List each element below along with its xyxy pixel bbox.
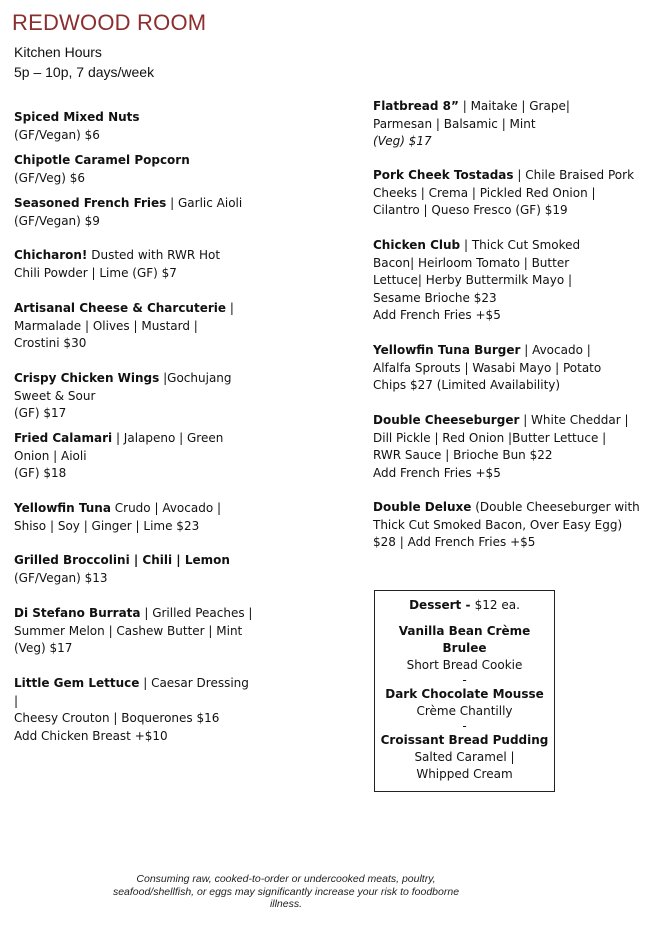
menu-item-line: Cilantro | Queso Fresco (GF) $19 — [373, 203, 568, 217]
menu-item-name: Yellowfin Tuna — [14, 501, 111, 515]
menu-item-desc: | Thick Cut Smoked — [460, 238, 581, 252]
menu-item-line: Shiso | Soy | Ginger | Lime $23 — [14, 518, 200, 533]
menu-item — [14, 109, 254, 144]
menu-item — [373, 98, 641, 151]
menu-item — [373, 342, 641, 395]
menu-item-line: (Veg) $17 — [373, 134, 432, 148]
menu-item-line: (GF) $17 — [14, 406, 67, 420]
food-safety-disclaimer: Consuming raw, cooked-to-order or undercooked meats, poultry, seafood/shellfish, or eggs may significantly increase your risk to foodborne illness. — [112, 873, 460, 910]
dessert-item-desc: Crème Chantilly — [416, 704, 513, 718]
menu-item-line: Crostini $30 — [14, 336, 87, 350]
dessert-box — [374, 590, 555, 792]
menu-item — [14, 370, 254, 423]
menu-item-desc: | Maitake | Grape| — [458, 99, 570, 113]
kitchen-hours-value: 5p – 10p, 7 days/week — [14, 64, 155, 80]
menu-item-name: Pork Cheek Tostadas — [373, 168, 514, 182]
menu-item — [14, 247, 254, 282]
menu-item-name: Flatbread 8” — [373, 99, 459, 113]
dessert-title: Dessert - — [409, 598, 475, 612]
menu-item — [373, 499, 641, 552]
menu-item-line: Cheesy Crouton | Boquerones $16 — [14, 711, 220, 725]
menu-item-line: Lettuce| Herby Buttermilk Mayo | — [373, 273, 573, 287]
dessert-separator: - — [462, 719, 467, 733]
menu-item-line: Add French Fries +$5 — [373, 465, 501, 480]
menu-item-name: Chipotle Caramel Popcorn — [14, 153, 190, 167]
menu-item — [373, 167, 641, 220]
menu-item-desc: | Garlic Aioli — [166, 196, 243, 210]
menu-item — [373, 412, 641, 482]
menu-item-name: Chicharon! — [14, 248, 88, 262]
menu-item — [14, 605, 254, 658]
menu-item — [14, 152, 254, 187]
menu-item-line: (GF/Veg) $6 — [14, 170, 85, 185]
menu-item-desc: (Double Cheeseburger with — [471, 500, 640, 514]
menu-item — [373, 237, 641, 325]
menu-item-line: Thick Cut Smoked Bacon, Over Easy Egg) — [373, 517, 623, 532]
dessert-item-desc: Short Bread Cookie — [406, 658, 523, 672]
page-title: REDWOOD ROOM — [12, 10, 207, 35]
menu-item-name: Yellowfin Tuna Burger — [373, 343, 521, 357]
menu-item — [14, 675, 254, 745]
menu-item-line: Add French Fries +$5 — [373, 308, 501, 322]
menu-item-line: (GF/Vegan) $6 — [14, 127, 100, 142]
menu-item-line: Add Chicken Breast +$10 — [14, 728, 168, 743]
menu-item — [14, 430, 254, 483]
menu-item-line: (GF/Vegan) $9 — [14, 213, 100, 228]
menu-item-name: Seasoned French Fries — [14, 196, 167, 210]
menu-item-name: Little Gem Lettuce — [14, 676, 140, 690]
menu-item-line: RWR Sauce | Brioche Bun $22 — [373, 448, 553, 462]
menu-item-desc: |Gochujang — [159, 371, 232, 385]
menu-item-desc: | — [226, 301, 234, 315]
menu-item-desc: | Jalapeno | Green — [112, 431, 224, 445]
menu-item-desc: | Grilled Peaches | — [140, 606, 253, 620]
menu-item-name: Di Stefano Burrata — [14, 606, 141, 620]
menu-item — [14, 195, 254, 230]
menu-item-desc: | Caesar Dressing | — [14, 676, 249, 708]
menu-item-name: Spiced Mixed Nuts — [14, 110, 140, 124]
menu-item-line: Chili Powder | Lime (GF) $7 — [14, 265, 177, 280]
dessert-price: $12 ea. — [474, 598, 520, 612]
menu-item-line: Parmesan | Balsamic | Mint — [373, 116, 536, 131]
menu-item — [14, 300, 254, 353]
menu-item-line: Sesame Brioche $23 — [373, 290, 497, 305]
dessert-item-desc: Salted Caramel | Whipped Cream — [414, 750, 515, 781]
menu-item-name: Artisanal Cheese & Charcuterie — [14, 301, 227, 315]
menu-item-line: Chips $27 (Limited Availability) — [373, 378, 561, 392]
menu-item — [14, 552, 254, 587]
menu-item-line: Marmalade | Olives | Mustard | — [14, 318, 198, 333]
menu-item-line: Alfalfa Sprouts | Wasabi Mayo | Potato — [373, 360, 602, 375]
menu-item-desc: Crudo | Avocado | — [110, 501, 222, 515]
dessert-header — [375, 597, 554, 614]
menu-item-line: Onion | Aioli — [14, 448, 87, 463]
menu-item-line: Bacon| Heirloom Tomato | Butter — [373, 255, 570, 270]
menu-item-line: Dill Pickle | Red Onion |Butter Lettuce | — [373, 430, 607, 445]
menu-item-name: Crispy Chicken Wings — [14, 371, 160, 385]
menu-item-desc: Dusted with RWR Hot — [87, 248, 221, 262]
dessert-item-name: Vanilla Bean Crème Brulee — [398, 624, 531, 655]
kitchen-hours-label: Kitchen Hours — [14, 44, 102, 60]
menu-item-name: Chicken Club — [373, 238, 461, 252]
menu-item-name: Fried Calamari — [14, 431, 113, 445]
dessert-separator: - — [462, 673, 467, 687]
menu-item-name: Double Cheeseburger — [373, 413, 520, 427]
kitchen-hours — [14, 42, 154, 82]
menu-item-line: Cheeks | Crema | Pickled Red Onion | — [373, 185, 596, 200]
menu-item-desc: | White Cheddar | — [519, 413, 629, 427]
menu-item — [14, 500, 254, 535]
menu-item-line: (Veg) $17 — [14, 641, 73, 655]
menu-item-name: Double Deluxe — [373, 500, 472, 514]
dessert-item-name: Dark Chocolate Mousse — [385, 687, 544, 701]
dessert-item-name: Croissant Bread Pudding — [380, 733, 549, 747]
menu-item-line: (GF/Vegan) $13 — [14, 570, 108, 585]
menu-item-line: (GF) $18 — [14, 466, 67, 480]
menu-item-desc: | Chile Braised Pork — [513, 168, 635, 182]
menu-item-line: Sweet & Sour — [14, 388, 96, 403]
menu-item-name: Grilled Broccolini | Chili | Lemon — [14, 553, 230, 567]
menu-item-line: Summer Melon | Cashew Butter | Mint — [14, 623, 243, 638]
menu-item-line: $28 | Add French Fries +$5 — [373, 535, 536, 549]
menu-item-desc: | Avocado | — [520, 343, 591, 357]
